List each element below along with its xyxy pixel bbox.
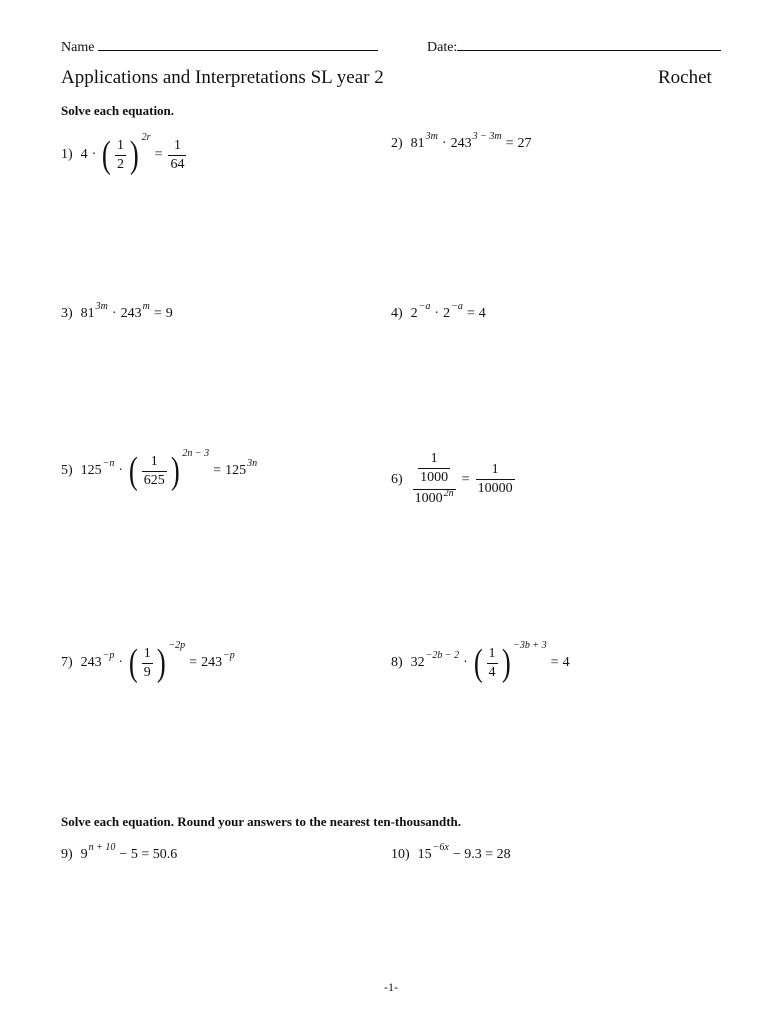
author-name: Rochet bbox=[658, 67, 712, 88]
page-number: -1- bbox=[384, 980, 398, 994]
dot-operator: · bbox=[434, 306, 440, 321]
denominator: 4 bbox=[488, 664, 496, 680]
fraction bbox=[142, 453, 167, 490]
rhs: 4 bbox=[562, 655, 570, 670]
exponent: 3 − 3m bbox=[472, 130, 502, 142]
problem-number: 9) bbox=[61, 847, 73, 862]
dot-operator: · bbox=[118, 655, 124, 670]
exponent: 3m bbox=[425, 130, 438, 142]
problem-9 bbox=[61, 841, 178, 863]
base: 243 bbox=[120, 306, 142, 321]
exponent: 3n bbox=[247, 457, 258, 469]
problem-10 bbox=[391, 841, 511, 863]
rhs: 27 bbox=[517, 136, 532, 151]
exponent: m bbox=[142, 300, 150, 312]
coefficient: 4 bbox=[80, 147, 88, 162]
fraction bbox=[487, 645, 498, 682]
rhs-fraction bbox=[476, 461, 515, 498]
denominator: 9 bbox=[143, 664, 151, 680]
problem-2 bbox=[391, 130, 532, 152]
problem-4 bbox=[391, 300, 486, 322]
complex-fraction bbox=[413, 450, 456, 509]
problem-6 bbox=[391, 450, 517, 509]
equals-sign: = bbox=[505, 136, 514, 151]
exponent: −2p bbox=[168, 639, 186, 651]
dot-operator: · bbox=[441, 136, 447, 151]
base: 81 bbox=[410, 136, 425, 151]
exponent: −3b + 3 bbox=[513, 639, 547, 651]
problem-number: 2) bbox=[391, 136, 403, 151]
exponent: −6x bbox=[432, 841, 449, 853]
base: 243 bbox=[201, 655, 223, 670]
name-input-line[interactable] bbox=[98, 37, 378, 51]
rhs: 4 bbox=[478, 306, 486, 321]
section1-instruction: Solve each equation. bbox=[61, 103, 175, 118]
name-label: Name bbox=[61, 40, 95, 55]
exponent: −p bbox=[102, 649, 115, 661]
base: 2 bbox=[410, 306, 418, 321]
base: 125 bbox=[225, 463, 247, 478]
numerator: 1 bbox=[430, 451, 438, 466]
section2-instruction: Solve each equation. Round your answers to the nearest ten-thousandth. bbox=[61, 814, 462, 829]
numerator: 1 bbox=[173, 137, 181, 153]
paren-group: ( $\frac{1}{9}$ ) −2p bbox=[128, 639, 186, 684]
exponent: −2b − 2 bbox=[425, 649, 460, 661]
exponent: 3m bbox=[95, 300, 108, 312]
equals-sign: = bbox=[213, 463, 222, 478]
rhs: 9 bbox=[165, 306, 173, 321]
denominator: 10000 bbox=[477, 481, 513, 496]
base: 15 bbox=[417, 847, 432, 862]
problem-1 bbox=[61, 131, 188, 176]
dot-operator: · bbox=[463, 655, 468, 670]
exponent: 2r bbox=[141, 131, 151, 143]
problem-number: 4) bbox=[391, 306, 403, 321]
paren-group: ( $\frac{1}{4}$ ) −3b + 3 bbox=[473, 639, 547, 684]
denominator: 2 bbox=[117, 156, 124, 172]
base: 243 bbox=[80, 655, 102, 670]
base: 243 bbox=[450, 136, 472, 151]
equals-sign: = bbox=[153, 306, 162, 321]
problem-number: 1) bbox=[61, 147, 73, 162]
equals-sign: = bbox=[461, 471, 470, 487]
problem-number: 10) bbox=[391, 847, 410, 862]
equals-sign: = bbox=[189, 655, 198, 670]
problem-7 bbox=[61, 639, 235, 684]
name-field-row bbox=[61, 37, 378, 56]
numerator: 1 bbox=[488, 645, 496, 661]
paren-group: ( $\frac{1}{625}$ ) 2n − 3 bbox=[128, 447, 210, 492]
equals-sign: = bbox=[466, 306, 475, 321]
numerator: 1 bbox=[117, 137, 124, 153]
equation-rest: − 9.3 = 28 bbox=[452, 847, 511, 862]
exponent: −n bbox=[102, 457, 115, 469]
rhs-fraction bbox=[168, 137, 186, 174]
equals-sign: = bbox=[550, 655, 559, 670]
date-field-row bbox=[427, 37, 721, 56]
base: 125 bbox=[80, 463, 102, 478]
dot-operator: · bbox=[91, 147, 97, 162]
problem-number: 5) bbox=[61, 463, 73, 478]
exponent: −p bbox=[223, 649, 235, 661]
date-label: Date: bbox=[427, 40, 458, 55]
numerator: 1 bbox=[491, 462, 499, 477]
problem-5 bbox=[61, 447, 258, 492]
denominator: 1000 bbox=[420, 470, 449, 485]
dot-operator: · bbox=[111, 306, 117, 321]
exponent: −a bbox=[451, 300, 463, 312]
denominator: 625 bbox=[143, 472, 165, 488]
equals-sign: = bbox=[154, 147, 163, 162]
fraction bbox=[142, 645, 153, 682]
problem-number: 3) bbox=[61, 306, 73, 321]
date-input-line[interactable] bbox=[457, 37, 721, 51]
problem-number: 8) bbox=[391, 655, 403, 670]
fraction bbox=[115, 137, 126, 174]
problem-8 bbox=[391, 639, 570, 684]
base: 32 bbox=[410, 655, 425, 670]
inner-fraction bbox=[418, 450, 450, 487]
base: 9 bbox=[80, 847, 88, 862]
exponent: n + 10 bbox=[88, 841, 116, 853]
numerator: 1 bbox=[150, 453, 158, 469]
denominator-power: $1000^{2n}$ bbox=[414, 488, 454, 506]
numerator: 1 bbox=[143, 645, 151, 661]
paren-group: ( $\frac{1}{2}$ ) 2r bbox=[102, 131, 151, 176]
base: 81 bbox=[80, 306, 95, 321]
dot-operator: · bbox=[118, 463, 124, 478]
problem-number: 6) bbox=[391, 471, 403, 487]
worksheet-title: Applications and Interpretations SL year 2 bbox=[61, 67, 384, 88]
base: 2 bbox=[443, 306, 451, 321]
problem-number: 7) bbox=[61, 655, 73, 670]
denominator: 64 bbox=[170, 156, 185, 172]
problem-3 bbox=[61, 300, 173, 322]
exponent: −a bbox=[418, 300, 431, 312]
exponent: 2n − 3 bbox=[182, 447, 210, 459]
equation-rest: − 5 = 50.6 bbox=[119, 847, 178, 862]
